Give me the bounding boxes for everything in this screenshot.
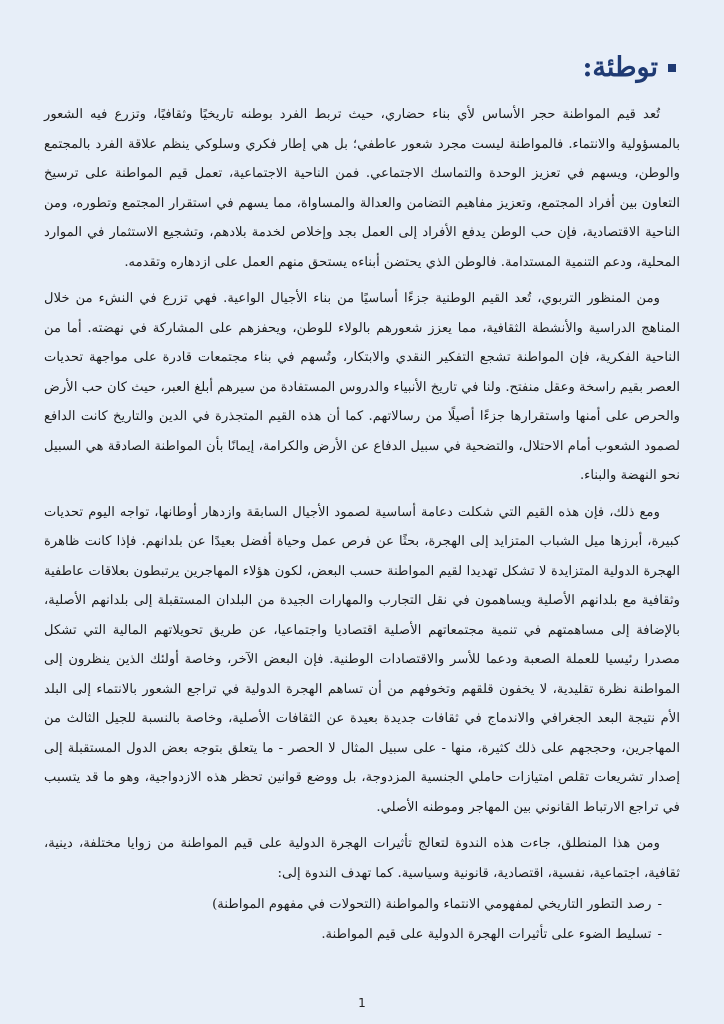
paragraph-1: تُعد قيم المواطنة حجر الأساس لأي بناء حضاري، حيث تربط الفرد بوطنه تاريخيًا وثقافيًا، وتزرع فيه الشعور بالمسؤولية والانتماء. فالمواطنة ليست مجرد شعور عاطفي؛ بل هي إطار فكري وسلوكي ينظم علاقة الفرد بالمجتمع والوطن، ويسهم في تعزيز الوحدة والتماسك الاجتماعي. فمن الناحية الاجتماعية، تعمل قيم المواطنة على ترسيخ التعاون بين أفراد المجتمع، وتعزيز مفاهيم التضامن والعدالة والمساواة، مما يسهم في استقرار المجتمع وتطوره، ومن الناحية الاقتصادية، فإن حب الوطن يدفع الأفراد إلى العمل بجد وإخلاص لخدمة بلادهم، وتشجيع الاستثمار في الموارد المحلية، ودعم التنمية المستدامة. فالوطن الذي يحتضن أبناءه يستحق منهم العمل على ازدهاره وتقدمه. xyxy=(44,107,680,270)
list-item xyxy=(44,920,662,950)
dash-bullet: - xyxy=(657,897,662,913)
page-number: 1 xyxy=(358,996,366,1010)
section-heading-text: توطئة: xyxy=(582,52,658,83)
objectives-intro: ومن هذا المنطلق، جاءت هذه الندوة لتعالج تأثيرات الهجرة الدولية على قيم المواطنة من زوايا مختلفة، دينية، ثقافية، اجتماعية، نفسية، اقتصادية، قانونية وسياسية. كما تهدف الندوة إلى: xyxy=(44,836,680,881)
paragraph-3: ومع ذلك، فإن هذه القيم التي شكلت دعامة أساسية لصمود الأجيال السابقة وازدهار أوطانها، تواجه اليوم تحديات كبيرة، أبرزها ميل الشباب المتزايد إلى الهجرة، بحثًا عن فرص عمل وحياة أفضل بعيدًا عن بلدانهم. فإذا كانت ظاهرة الهجرة الدولية المتزايدة لا تشكل تهديدا لقيم المواطنة حسب البعض، لكون هؤلاء المهاجرين يرتبطون بعلاقات عاطفية وثقافية مع بلدانهم الأصلية ويساهمون في نقل التجارب والمهارات الجيدة من البلدان المستقبلة إلى بلدانهم الأصلية، بالإضافة إلى مساهمتهم في تنمية مجتمعاتهم الأصلية اقتصاديا واجتماعيا، عن طريق تحويلاتهم المالية التي تشكل مصدرا رئيسيا للعملة الصعبة ودعما للأسر والاقتصادات الوطنية. فإن البعض الآخر، وخاصة أولئك الذين ينظرون إلى المواطنة نظرة تقليدية، لا يخفون قلقهم وتخوفهم من أن تساهم الهجرة الدولية في تراجع الشعور بالانتماء إلى البلد الأم نتيجة البعد الجغرافي والاندماج في ثقافات جديدة بعيدة عن الثقافات الأصلية، وخاصة بالنسبة للجيل الثالث من المهاجرين، وحججهم على ذلك كثيرة، منها - على سبيل المثال لا الحصر - ما يتعلق بتوجه بعض الدول المستقبلة إلى إصدار تشريعات تقلص امتيازات حاملي الجنسية المزدوجة، بل ووضع قوانين تحظر هذه الازدواجية، وهو ما قد يتسبب في تراجع الارتباط القانوني بين المهاجر وموطنه الأصلي. xyxy=(44,504,680,815)
section-heading xyxy=(44,52,676,84)
objective-text: رصد التطور التاريخي لمفهومي الانتماء والمواطنة (التحولات في مفهوم المواطنة) xyxy=(212,897,652,913)
square-bullet-icon xyxy=(668,64,676,72)
list-item xyxy=(44,890,662,920)
objectives-list xyxy=(44,890,680,949)
document-page xyxy=(44,52,680,988)
objective-text: تسليط الضوء على تأثيرات الهجرة الدولية على قيم المواطنة. xyxy=(321,926,652,942)
dash-bullet: - xyxy=(657,926,662,942)
paragraph-2: ومن المنظور التربوي، تُعد القيم الوطنية جزءًا أساسيًا من بناء الأجيال الواعية. فهي تزرع في النشء من خلال المناهج الدراسية والأنشطة الثقافية، مما يعزز شعورهم بالولاء للوطن، ويحفزهم على المشاركة في نهضته. أما من الناحية الفكرية، فإن المواطنة تشجع التفكير النقدي والابتكار، وتُسهم في بناء مجتمعات قادرة على مواجهة تحديات العصر بقيم راسخة وعقل منفتح. ولنا في تاريخ الأنبياء والدروس المستفادة من سيرهم أبلغ العبر، حيث كان حب الأرض والحرص على أمنها واستقرارها جزءًا أصيلًا من رسالاتهم. كما أن هذه القيم المتجذرة في الدين والتاريخ كانت الدافع لصمود الشعوب أمام الاحتلال، والتضحية في سبيل الدفاع عن الأرض والكرامة، إيمانًا بأن المواطنة الصادقة هي السبيل نحو النهضة والبناء. xyxy=(44,291,680,484)
